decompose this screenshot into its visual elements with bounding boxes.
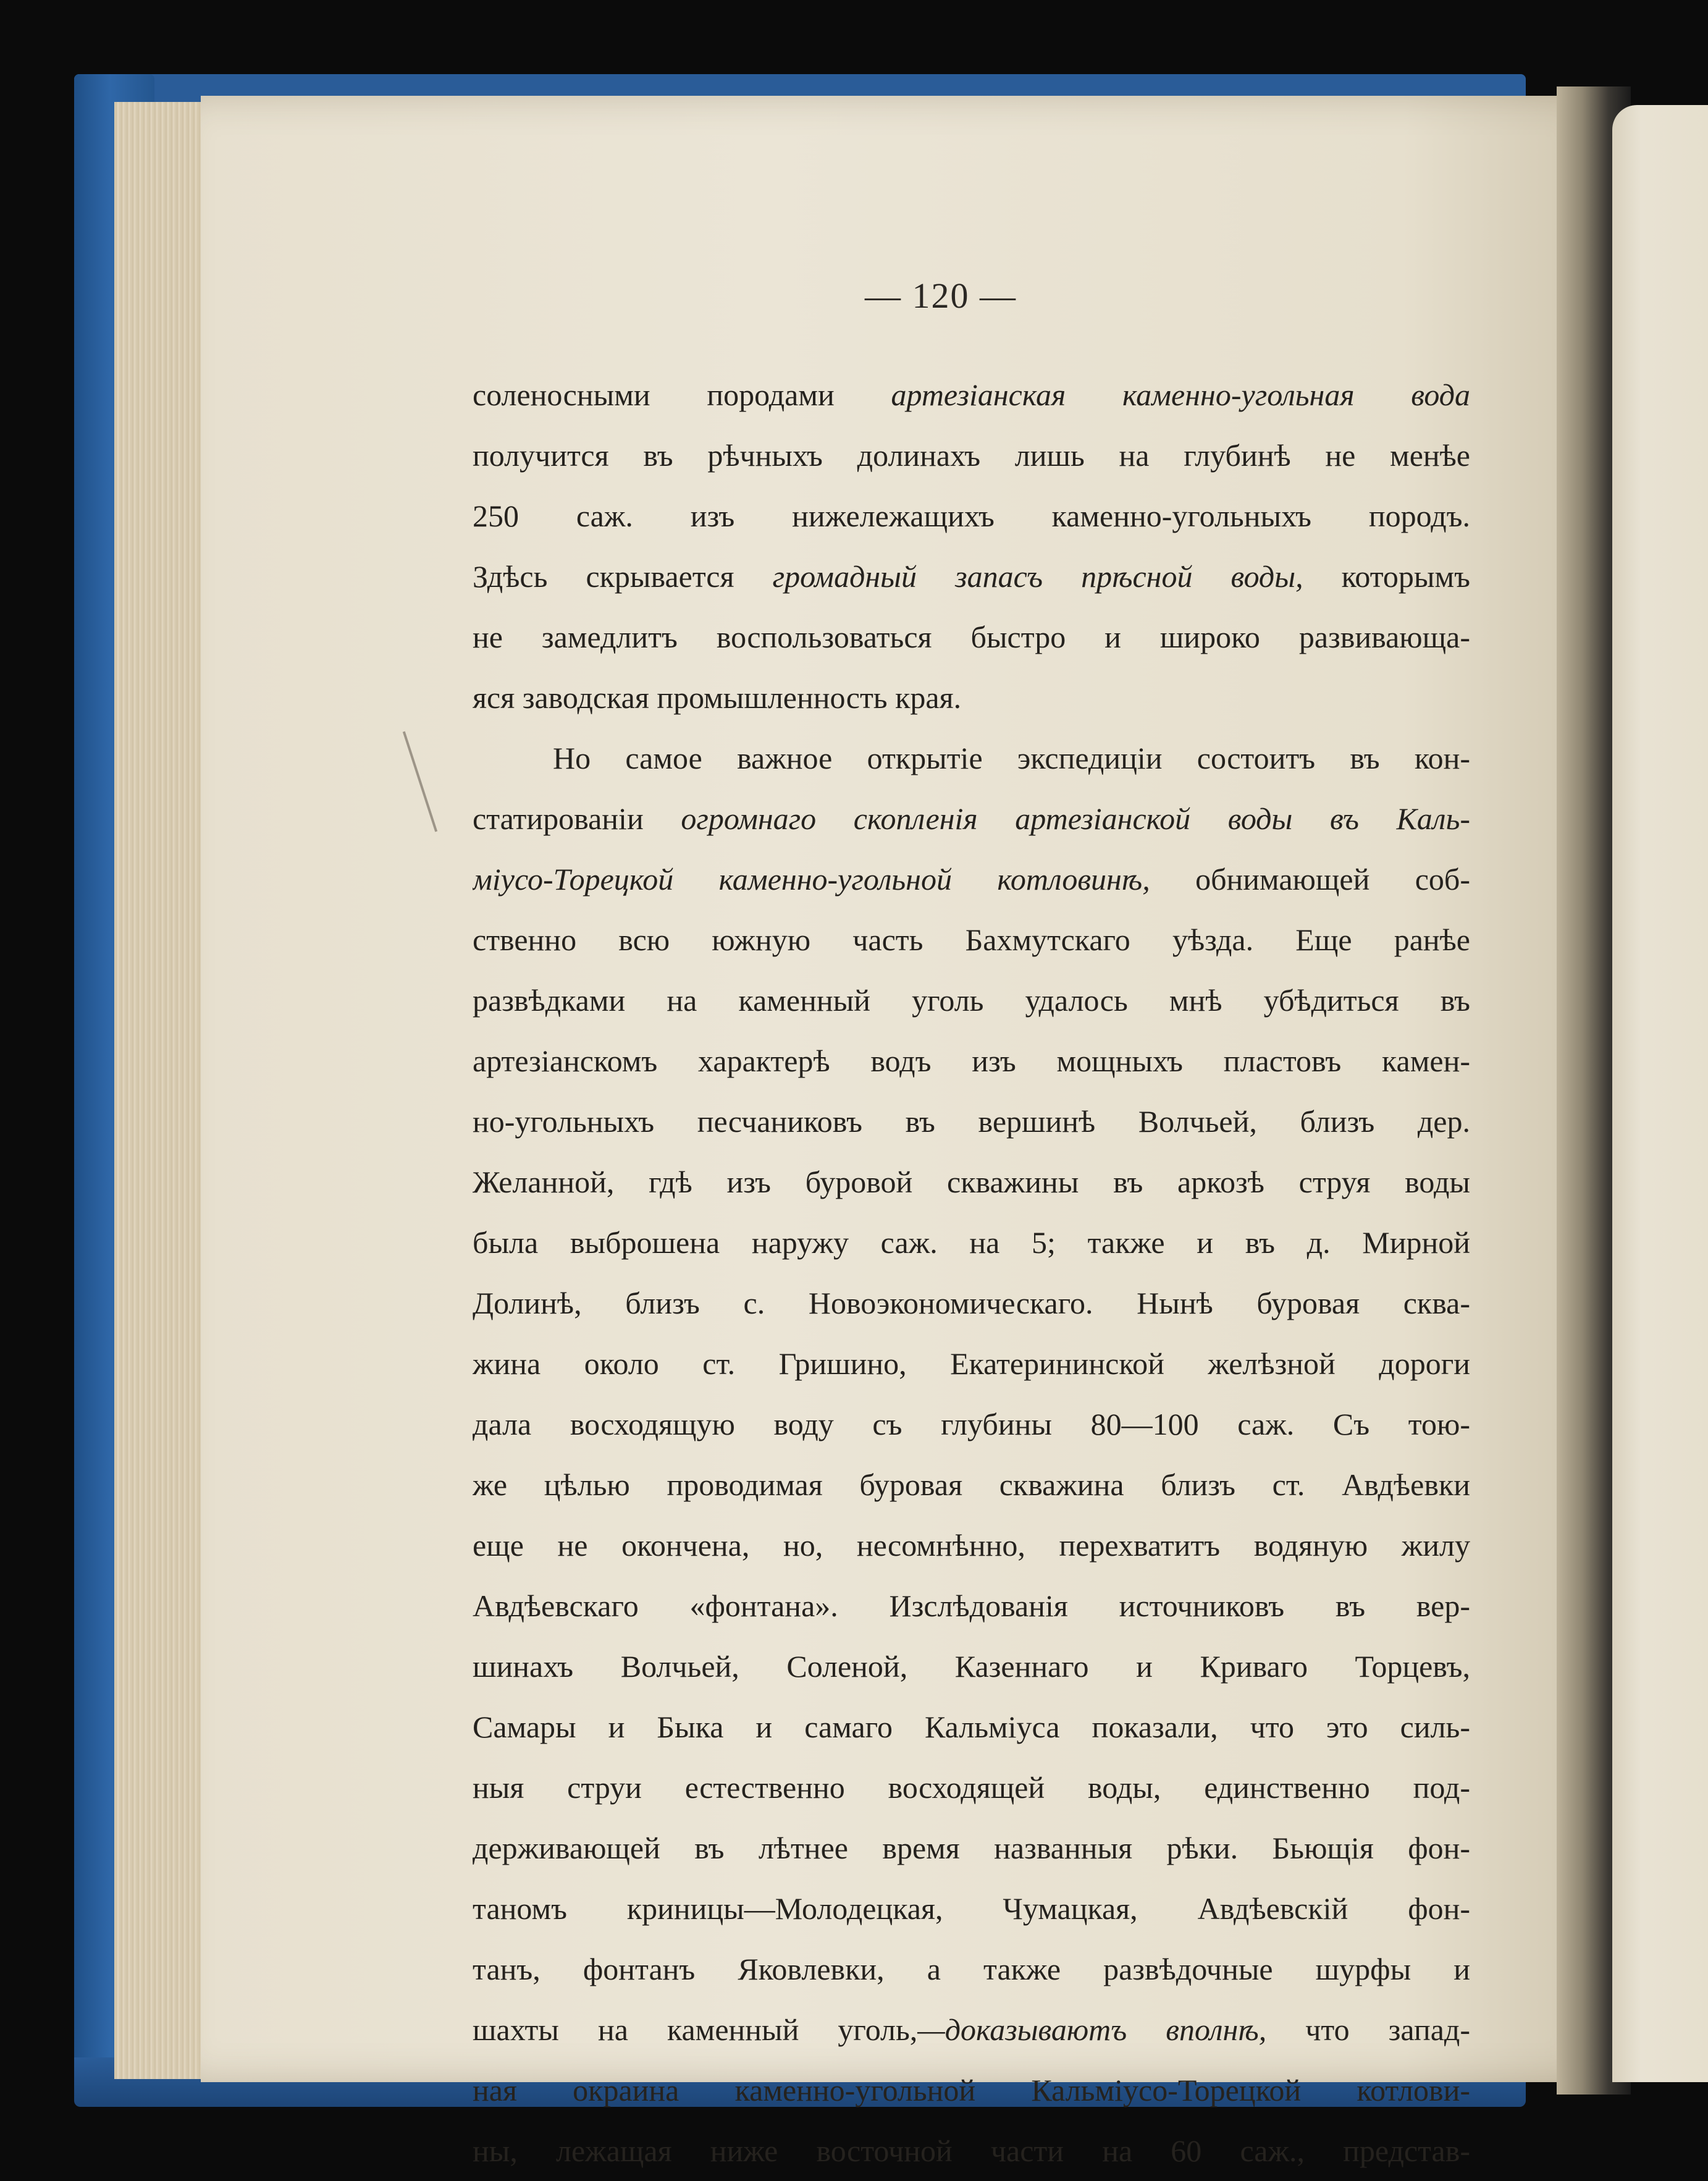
text-segment: танъ, фонтанъ Яковлевки, а также развѣдочные шурфы и <box>473 1952 1470 1986</box>
text-segment: развѣдками на каменный уголь удалось мнѣ убѣдиться въ <box>473 983 1470 1018</box>
text-line <box>473 486 1470 546</box>
text-segment: ственно всю южную часть Бахмутскаго уѣзда. Еще ранѣе <box>473 922 1470 957</box>
text-segment: 250 саж. изъ нижележащихъ каменно-угольныхъ породъ. <box>473 499 1470 533</box>
text-line <box>473 1031 1470 1091</box>
text-segment: что запад- <box>1266 2012 1470 2047</box>
italic-text: артезіанская каменно-угольная вода <box>891 378 1470 412</box>
text-segment: Самары и Быка и самаго Кальміуса показали, что это силь- <box>473 1710 1470 1744</box>
text-segment: дала восходящую воду съ глубины 80—100 саж. Съ тою- <box>473 1407 1470 1441</box>
text-segment: Желанной, гдѣ изъ буровой скважины въ аркозѣ струя воды <box>473 1165 1470 1199</box>
text-line <box>473 1091 1470 1152</box>
page-number: — 120 — <box>865 276 1017 316</box>
page-text-block <box>473 365 1470 2181</box>
text-line <box>473 365 1470 425</box>
text-segment: же цѣлью проводимая буровая скважина близъ ст. Авдѣевки <box>473 1467 1470 1502</box>
text-segment: жина около ст. Гришино, Екатерининской желѣзной дороги <box>473 1346 1470 1381</box>
text-line <box>473 1999 1470 2060</box>
text-line <box>473 1454 1470 1515</box>
text-line <box>473 909 1470 970</box>
text-segment: ныя струи естественно восходящей воды, единственно под- <box>473 1770 1470 1805</box>
text-line <box>473 728 1470 788</box>
text-segment: получится въ рѣчныхъ долинахъ лишь на глубинѣ не менѣе <box>473 438 1470 473</box>
text-segment: Долинѣ, близъ с. Новоэкономическаго. Нынѣ буровая сква- <box>473 1286 1470 1320</box>
text-line <box>473 1697 1470 1757</box>
text-line <box>473 546 1470 607</box>
text-segment: держивающей въ лѣтнее время названныя рѣки. Бьющія фон- <box>473 1831 1470 1865</box>
text-line <box>473 1515 1470 1576</box>
italic-text: —доказываютъ вполнѣ, <box>917 2012 1267 2047</box>
text-segment: таномъ криницы—Молодецкая, Чумацкая, Авдѣевскій фон- <box>473 1891 1470 1926</box>
text-line <box>473 970 1470 1031</box>
text-segment: еще не окончена, но, несомнѣнно, перехватитъ водяную жилу <box>473 1528 1470 1563</box>
text-line <box>473 1333 1470 1394</box>
text-line <box>473 1152 1470 1212</box>
text-segment: шахты на каменный уголь, <box>473 2012 918 2047</box>
text-line <box>473 1757 1470 1818</box>
text-segment: Здѣсь скрывается <box>473 559 773 594</box>
text-segment: Но самое важное открытіе экспедиціи состоитъ въ кон- <box>553 741 1470 775</box>
text-segment: ная окраина каменно-угольной Кальміусо-Торецкой котлови- <box>473 2073 1470 2107</box>
text-line <box>473 1878 1470 1939</box>
italic-text: міусо-Торецкой каменно-угольной котловинѣ, <box>473 862 1150 896</box>
italic-text: огромнаго скопленія артезіанской воды въ Каль- <box>681 801 1470 836</box>
text-segment: шинахъ Волчьей, Соленой, Казеннаго и Криваго Торцевъ, <box>473 1649 1470 1684</box>
text-segment: обнимающей соб- <box>1150 862 1470 896</box>
text-line <box>473 1394 1470 1454</box>
text-segment: статированіи <box>473 801 681 836</box>
page-stack-edges <box>114 102 213 2079</box>
text-segment: которымъ <box>1303 559 1470 594</box>
text-line <box>473 1576 1470 1636</box>
text-segment: но-угольныхъ песчаниковъ въ вершинѣ Волчьей, близъ дер. <box>473 1104 1470 1139</box>
text-line <box>473 1818 1470 1878</box>
text-segment: соленосными породами <box>473 378 891 412</box>
text-line <box>473 607 1470 667</box>
facing-page-edge <box>1612 105 1708 2082</box>
text-segment: была выброшена наружу саж. на 5; также и въ д. Мирной <box>473 1225 1470 1260</box>
text-line <box>473 2120 1470 2181</box>
text-line <box>473 2060 1470 2120</box>
text-line <box>473 1212 1470 1273</box>
text-segment: ны, лежащая ниже восточной части на 60 саж., представ- <box>473 2133 1470 2168</box>
italic-text: громадный запасъ прѣсной воды, <box>772 559 1303 594</box>
text-line <box>473 1939 1470 1999</box>
text-line <box>473 1273 1470 1333</box>
text-line <box>473 667 1470 728</box>
text-segment: артезіанскомъ характерѣ водъ изъ мощныхъ пластовъ камен- <box>473 1044 1470 1078</box>
text-segment: Авдѣевскаго «фонтана». Изслѣдованія источниковъ въ вер- <box>473 1588 1470 1623</box>
text-line <box>473 425 1470 486</box>
text-line <box>473 1636 1470 1697</box>
text-segment: не замедлитъ воспользоваться быстро и широко развивающа- <box>473 620 1470 654</box>
text-line <box>473 849 1470 909</box>
text-segment: яся заводская промышленность края. <box>473 680 962 715</box>
text-line <box>473 788 1470 849</box>
